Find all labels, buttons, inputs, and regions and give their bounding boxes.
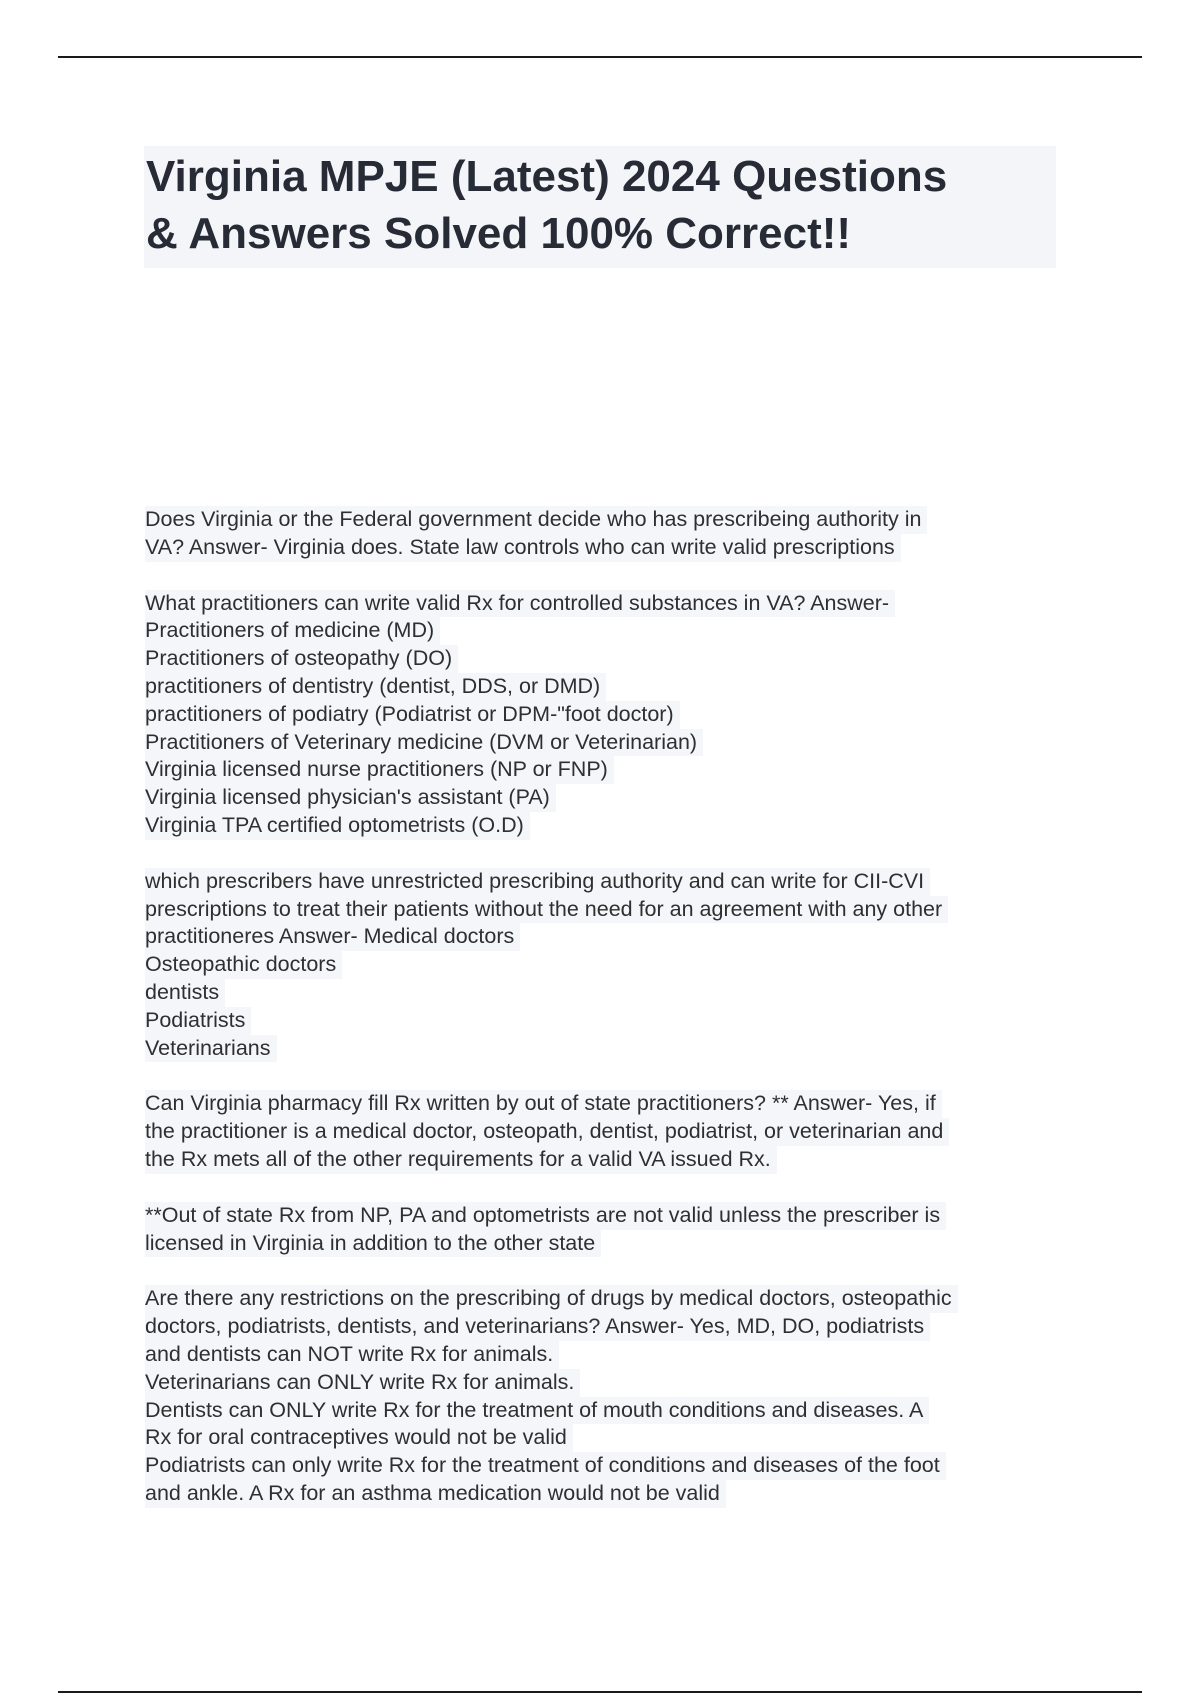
header-rule [58,56,1142,58]
text-line: licensed in Virginia in addition to the other state [145,1230,601,1258]
text-line: Podiatrists can only write Rx for the treatment of conditions and diseases of the foot [145,1452,946,1480]
text-line: Virginia TPA certified optometrists (O.D) [145,812,530,840]
footer-rule [58,1691,1142,1693]
text-line: the Rx mets all of the other requirements for a valid VA issued Rx. [145,1146,777,1174]
text-line: Veterinarians [145,1035,277,1063]
text-line: Veterinarians can ONLY write Rx for animals. [145,1369,580,1397]
text-line: Can Virginia pharmacy fill Rx written by out of state practitioners? ** Answer- Yes, if [145,1090,942,1118]
title-line: & Answers Solved 100% Correct!! [146,209,852,258]
text-line: which prescribers have unrestricted prescribing authority and can write for CII-CVI [145,868,930,896]
text-line: practitioners of dentistry (dentist, DDS, or DMD) [145,673,606,701]
text-line: VA? Answer- Virginia does. State law controls who can write valid prescriptions [145,534,901,562]
text-line: Practitioners of medicine (MD) [145,617,440,645]
text-line: dentists [145,979,225,1007]
text-line: doctors, podiatrists, dentists, and veterinarians? Answer- Yes, MD, DO, podiatrists [145,1313,930,1341]
text-line: Rx for oral contraceptives would not be valid [145,1424,573,1452]
qa-content [145,506,1075,1536]
qa-block [145,1090,1075,1173]
text-line: Does Virginia or the Federal government decide who has prescribeing authority in [145,506,927,534]
text-line: Podiatrists [145,1007,251,1035]
qa-block [145,868,1075,1063]
qa-block [145,590,1075,840]
text-line: Virginia licensed physician's assistant (PA) [145,784,556,812]
text-line: and ankle. A Rx for an asthma medication would not be valid [145,1480,726,1508]
text-line: Practitioners of Veterinary medicine (DVM or Veterinarian) [145,729,703,757]
text-line: What practitioners can write valid Rx for controlled substances in VA? Answer- [145,590,895,618]
text-line: practitioners of podiatry (Podiatrist or DPM-"foot doctor) [145,701,680,729]
text-line: and dentists can NOT write Rx for animals. [145,1341,559,1369]
qa-block [145,1285,1075,1507]
text-line: the practitioner is a medical doctor, osteopath, dentist, podiatrist, or veterinarian and [145,1118,949,1146]
text-line: Practitioners of osteopathy (DO) [145,645,458,673]
text-line: Dentists can ONLY write Rx for the treatment of mouth conditions and diseases. A [145,1397,929,1425]
document-title [144,146,1056,268]
text-line: Are there any restrictions on the prescribing of drugs by medical doctors, osteopathic [145,1285,958,1313]
text-line: practitioneres Answer- Medical doctors [145,923,520,951]
qa-block [145,506,1075,562]
text-line: **Out of state Rx from NP, PA and optometrists are not valid unless the prescriber is [145,1202,946,1230]
text-line: prescriptions to treat their patients without the need for an agreement with any other [145,896,948,924]
title-line: Virginia MPJE (Latest) 2024 Questions [146,152,948,201]
text-line: Virginia licensed nurse practitioners (NP or FNP) [145,756,614,784]
text-line: Osteopathic doctors [145,951,342,979]
qa-block [145,1202,1075,1258]
